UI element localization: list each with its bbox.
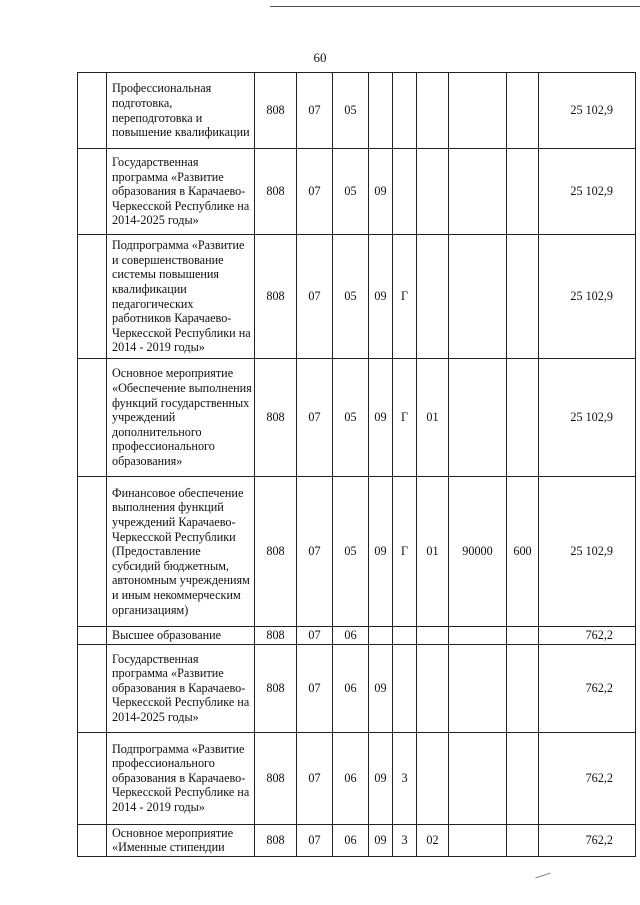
expense-type-cell	[507, 235, 539, 359]
direction-code-cell	[449, 824, 507, 856]
expense-type-cell	[507, 627, 539, 645]
section-code-cell: 07	[297, 359, 333, 477]
table-row	[78, 824, 636, 856]
expense-type-cell	[507, 73, 539, 149]
section-code-cell: 07	[297, 644, 333, 732]
expense-type-cell	[507, 644, 539, 732]
row-number-cell	[78, 627, 107, 645]
event-code-cell	[417, 732, 449, 824]
section-code-cell: 07	[297, 732, 333, 824]
grbs-code-cell: 808	[255, 824, 297, 856]
budget-table	[77, 72, 636, 857]
event-code-cell	[417, 644, 449, 732]
subprogram-code-cell	[393, 627, 417, 645]
section-code-cell: 07	[297, 149, 333, 235]
subsection-code-cell: 05	[333, 73, 369, 149]
grbs-code-cell: 808	[255, 644, 297, 732]
item-name-cell: Подпрограмма «Развитие профессионального образования в Карачаево-Черкесской Республике на 2014 - 2019 годы»	[107, 732, 255, 824]
program-code-cell	[369, 627, 393, 645]
program-code-cell: 09	[369, 477, 393, 627]
subsection-code-cell: 06	[333, 824, 369, 856]
amount-cell: 762,2	[539, 732, 636, 824]
table-row	[78, 235, 636, 359]
program-code-cell: 09	[369, 644, 393, 732]
pen-mark	[535, 873, 551, 879]
expense-type-cell	[507, 732, 539, 824]
amount-cell: 25 102,9	[539, 235, 636, 359]
expense-type-cell	[507, 359, 539, 477]
section-code-cell: 07	[297, 824, 333, 856]
table-row	[78, 359, 636, 477]
subsection-code-cell: 05	[333, 359, 369, 477]
amount-cell: 25 102,9	[539, 73, 636, 149]
event-code-cell: 02	[417, 824, 449, 856]
direction-code-cell	[449, 359, 507, 477]
amount-cell: 762,2	[539, 824, 636, 856]
subsection-code-cell: 05	[333, 149, 369, 235]
program-code-cell: 09	[369, 149, 393, 235]
expense-type-cell: 600	[507, 477, 539, 627]
section-code-cell: 07	[297, 627, 333, 645]
direction-code-cell: 90000	[449, 477, 507, 627]
event-code-cell	[417, 627, 449, 645]
section-code-cell: 07	[297, 235, 333, 359]
subprogram-code-cell	[393, 73, 417, 149]
row-number-cell	[78, 824, 107, 856]
item-name-cell: Подпрограмма «Развитие и совершенствование системы повышения квалификации педагогических работников Карачаево-Черкесской Республики на 2014 - 2019 годы»	[107, 235, 255, 359]
direction-code-cell	[449, 627, 507, 645]
table-row	[78, 477, 636, 627]
program-code-cell	[369, 73, 393, 149]
row-number-cell	[78, 359, 107, 477]
event-code-cell: 01	[417, 359, 449, 477]
amount-cell: 25 102,9	[539, 149, 636, 235]
row-number-cell	[78, 732, 107, 824]
subsection-code-cell: 05	[333, 235, 369, 359]
subprogram-code-cell: Г	[393, 359, 417, 477]
event-code-cell	[417, 73, 449, 149]
section-code-cell: 07	[297, 477, 333, 627]
subprogram-code-cell: Г	[393, 235, 417, 359]
grbs-code-cell: 808	[255, 149, 297, 235]
direction-code-cell	[449, 732, 507, 824]
amount-cell: 762,2	[539, 644, 636, 732]
grbs-code-cell: 808	[255, 477, 297, 627]
table-row	[78, 627, 636, 645]
subprogram-code-cell	[393, 644, 417, 732]
event-code-cell	[417, 235, 449, 359]
row-number-cell	[78, 644, 107, 732]
direction-code-cell	[449, 644, 507, 732]
event-code-cell	[417, 149, 449, 235]
table-row	[78, 149, 636, 235]
grbs-code-cell: 808	[255, 359, 297, 477]
amount-cell: 25 102,9	[539, 359, 636, 477]
row-number-cell	[78, 477, 107, 627]
subprogram-code-cell: 3	[393, 732, 417, 824]
program-code-cell: 09	[369, 235, 393, 359]
direction-code-cell	[449, 73, 507, 149]
subsection-code-cell: 06	[333, 732, 369, 824]
table-row	[78, 73, 636, 149]
grbs-code-cell: 808	[255, 73, 297, 149]
item-name-cell: Высшее образование	[107, 627, 255, 645]
row-number-cell	[78, 73, 107, 149]
table-row	[78, 732, 636, 824]
subprogram-code-cell: 3	[393, 824, 417, 856]
item-name-cell: Основное мероприятие «Именные стипендии	[107, 824, 255, 856]
subsection-code-cell: 06	[333, 644, 369, 732]
subsection-code-cell: 05	[333, 477, 369, 627]
top-rule	[270, 6, 640, 7]
amount-cell: 25 102,9	[539, 477, 636, 627]
item-name-cell: Государственная программа «Развитие образования в Карачаево-Черкесской Республике на 2014-2025 годы»	[107, 644, 255, 732]
table-row	[78, 644, 636, 732]
subprogram-code-cell	[393, 149, 417, 235]
event-code-cell: 01	[417, 477, 449, 627]
table-body	[78, 73, 636, 857]
program-code-cell: 09	[369, 359, 393, 477]
item-name-cell: Государственная программа «Развитие образования в Карачаево-Черкесской Республике на 2014-2025 годы»	[107, 149, 255, 235]
row-number-cell	[78, 235, 107, 359]
section-code-cell: 07	[297, 73, 333, 149]
page-number: 60	[313, 50, 327, 65]
grbs-code-cell: 808	[255, 235, 297, 359]
item-name-cell: Профессиональная подготовка, переподготовка и повышение квалификации	[107, 73, 255, 149]
item-name-cell: Основное мероприятие «Обеспечение выполнения функций государственных учреждений дополнительного профессионального образования»	[107, 359, 255, 477]
subsection-code-cell: 06	[333, 627, 369, 645]
program-code-cell: 09	[369, 824, 393, 856]
row-number-cell	[78, 149, 107, 235]
direction-code-cell	[449, 149, 507, 235]
item-name-cell: Финансовое обеспечение выполнения функций учреждений Карачаево-Черкесской Республики (Предоставление субсидий бюджетным, автономным учреждениям и иным некоммерческим организациям)	[107, 477, 255, 627]
subprogram-code-cell: Г	[393, 477, 417, 627]
direction-code-cell	[449, 235, 507, 359]
amount-cell: 762,2	[539, 627, 636, 645]
program-code-cell: 09	[369, 732, 393, 824]
grbs-code-cell: 808	[255, 627, 297, 645]
expense-type-cell	[507, 824, 539, 856]
expense-type-cell	[507, 149, 539, 235]
grbs-code-cell: 808	[255, 732, 297, 824]
